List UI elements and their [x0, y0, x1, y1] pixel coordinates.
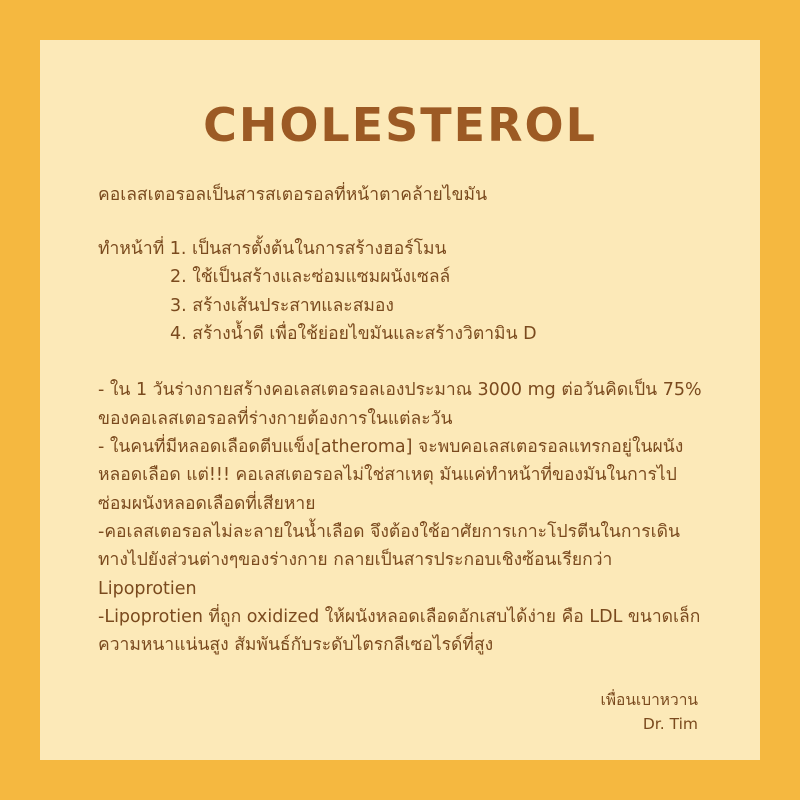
- page-title: CHOLESTEROL: [203, 98, 597, 152]
- body-paragraph-3: -คอเลสเตอรอลไม่ละลายในน้ำเลือด จึงต้องใช้อาศัยการเกาะโปรตีนในการเดินทางไปยังส่วนต่างๆของร่างกาย กลายเป็นสารประกอบเชิงซ้อนเรียกว่า Lipoprotien: [98, 522, 680, 599]
- functions-intro: ทำหน้าที่ 1. เป็นสารตั้งต้นในการสร้างฮอร์โมน: [98, 238, 447, 259]
- list-item: 3. สร้างเส้นประสาทและสมอง: [170, 295, 394, 316]
- signature-line-1: เพื่อนเบาหวาน: [600, 690, 698, 709]
- list-item: 2. ใช้เป็นสร้างและซ่อมแซมผนังเซลล์: [170, 267, 451, 288]
- signature-line-2: Dr. Tim: [642, 714, 698, 733]
- body-paragraph-2: - ในคนที่มีหลอดเลือดตีบแข็ง[atheroma] จะพบคอเลสเตอรอลแทรกอยู่ในผนังหลอดเลือด แต่!!! คอเลสเตอรอลไม่ใช่สาเหตุ มันแค่ทำหน้าที่ของมันในการไปซ่อมผนังหลอดเลือดที่เสียหาย: [98, 437, 684, 514]
- functions-list: [98, 235, 702, 348]
- body-paragraph-4: -Lipoprotien ที่ถูก oxidized ให้ผนังหลอดเลือดอักเสบได้ง่าย คือ LDL ขนาดเล็กความหนาแน่นสูง สัมพันธ์กับระดับไตรกลีเซอไรด์ที่สูง: [98, 607, 701, 656]
- poster-body: [98, 181, 702, 660]
- body-paragraph-1: - ใน 1 วันร่างกายสร้างคอเลสเตอรอลเองประมาณ 3000 mg ต่อวันคิดเป็น 75% ของคอเลสเตอรอลที่ร่างกายต้องการในแต่ละวัน: [98, 380, 702, 429]
- list-item: 4. สร้างน้ำดี เพื่อใช้ย่อยไขมันและสร้างวิตามิน D: [170, 323, 537, 344]
- lead-paragraph: คอเลสเตอรอลเป็นสารสเตอรอลที่หน้าตาคล้ายไขมัน: [98, 184, 488, 205]
- signature-block: [98, 688, 702, 742]
- poster-card: [40, 40, 760, 760]
